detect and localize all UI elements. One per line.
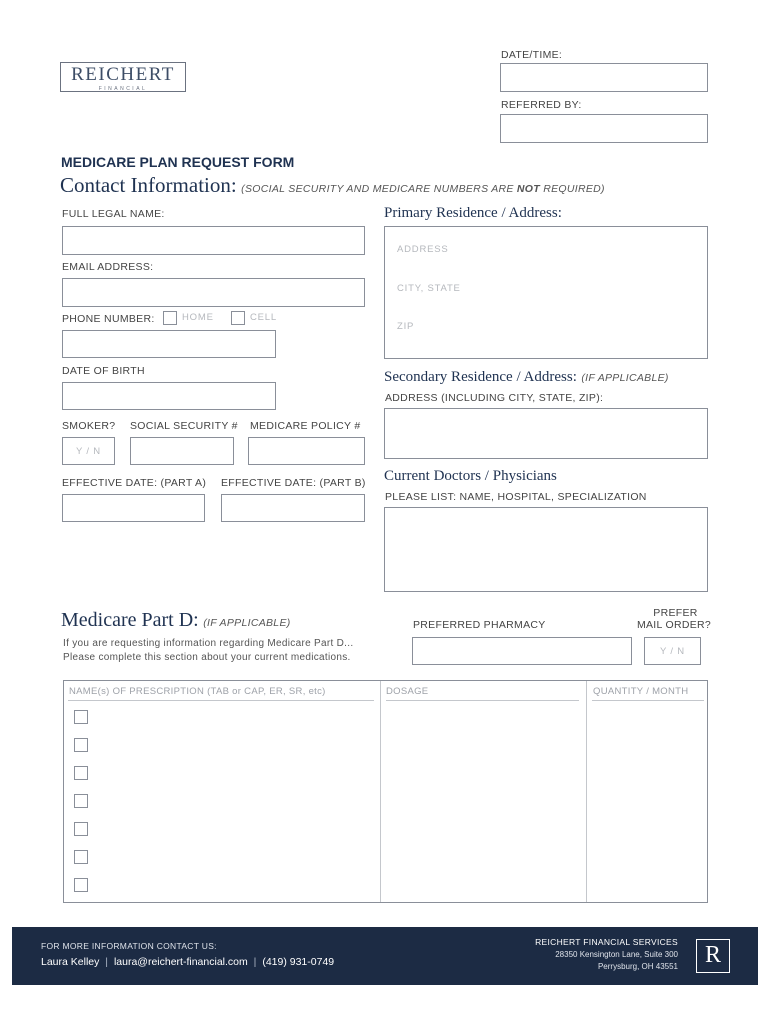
footer-contact-label: FOR MORE INFORMATION CONTACT US: bbox=[41, 941, 217, 951]
preferred-pharmacy-label: PREFERRED PHARMACY bbox=[413, 619, 546, 631]
full-name-label: FULL LEGAL NAME: bbox=[62, 208, 165, 220]
prescription-checkbox-4[interactable] bbox=[74, 794, 88, 808]
company-logo bbox=[60, 62, 186, 92]
prescription-checkbox-6[interactable] bbox=[74, 850, 88, 864]
prescription-checkbox-2[interactable] bbox=[74, 738, 88, 752]
cell-checkbox[interactable] bbox=[231, 311, 245, 325]
prescription-checkbox-3[interactable] bbox=[74, 766, 88, 780]
footer-monogram bbox=[696, 939, 730, 973]
footer-company: REICHERT FINANCIAL SERVICES bbox=[535, 937, 678, 947]
prescription-checkbox-1[interactable] bbox=[74, 710, 88, 724]
doctors-heading: Current Doctors / Physicians bbox=[384, 468, 557, 484]
footer-address-2: Perrysburg, OH 43551 bbox=[597, 962, 678, 971]
dob-label: DATE OF BIRTH bbox=[62, 365, 145, 377]
footer-separator: | bbox=[105, 956, 109, 968]
col-header-prescription: NAME(s) OF PRESCRIPTION (TAB or CAP, ER, SR, etc) bbox=[69, 686, 326, 697]
email-field[interactable] bbox=[62, 278, 365, 307]
col-header-dosage: DOSAGE bbox=[386, 686, 429, 697]
referred-by-field[interactable] bbox=[500, 114, 708, 143]
col-header-quantity: QUANTITY / MONTH bbox=[593, 686, 689, 697]
email-label: EMAIL ADDRESS: bbox=[62, 261, 154, 273]
medicare-policy-field[interactable] bbox=[248, 437, 365, 465]
form-title: MEDICARE PLAN REQUEST FORM bbox=[61, 154, 295, 170]
phone-field[interactable] bbox=[62, 330, 276, 358]
prescription-checkbox-5[interactable] bbox=[74, 822, 88, 836]
phone-label: PHONE NUMBER: bbox=[62, 313, 155, 325]
mail-order-label-1: PREFER bbox=[653, 607, 698, 619]
smoker-label: SMOKER? bbox=[62, 420, 116, 432]
header-underline-2 bbox=[386, 700, 579, 701]
cell-label: CELL bbox=[250, 312, 277, 323]
city-state-placeholder: CITY, STATE bbox=[397, 283, 461, 294]
header-underline-3 bbox=[592, 700, 704, 701]
full-name-field[interactable] bbox=[62, 226, 365, 255]
footer-separator: | bbox=[253, 956, 257, 968]
prescription-checkbox-7[interactable] bbox=[74, 878, 88, 892]
referred-by-label: REFERRED BY: bbox=[501, 99, 582, 111]
secondary-address-field[interactable] bbox=[384, 408, 708, 459]
secondary-address-sublabel: ADDRESS (INCLUDING CITY, STATE, ZIP): bbox=[385, 392, 604, 404]
part-d-heading-row bbox=[61, 609, 291, 632]
effective-date-b-label: EFFECTIVE DATE: (PART B) bbox=[221, 477, 366, 489]
date-time-label: DATE/TIME: bbox=[501, 49, 563, 61]
header-underline-1 bbox=[68, 700, 374, 701]
ssn-label: SOCIAL SECURITY # bbox=[130, 420, 238, 432]
contact-heading: Contact Information: bbox=[60, 173, 237, 197]
footer-bar bbox=[12, 927, 758, 985]
part-d-note: (IF APPLICABLE) bbox=[203, 617, 291, 629]
mail-order-placeholder: Y / N bbox=[660, 646, 685, 657]
zip-placeholder: ZIP bbox=[397, 321, 415, 332]
footer-phone: (419) 931-0749 bbox=[262, 956, 335, 968]
primary-address-box[interactable] bbox=[384, 226, 708, 359]
preferred-pharmacy-field[interactable] bbox=[412, 637, 632, 665]
smoker-field[interactable] bbox=[62, 437, 115, 465]
footer-contact-name: Laura Kelley bbox=[41, 956, 100, 968]
secondary-address-heading: Secondary Residence / Address: bbox=[384, 369, 577, 385]
footer-address-1: 28350 Kensington Lane, Suite 300 bbox=[555, 950, 678, 959]
doctors-sublabel: PLEASE LIST: NAME, HOSPITAL, SPECIALIZATION bbox=[385, 491, 647, 503]
date-time-field[interactable] bbox=[500, 63, 708, 92]
mail-order-field[interactable] bbox=[644, 637, 701, 665]
home-label: HOME bbox=[182, 312, 214, 323]
contact-note: (SOCIAL SECURITY AND MEDICARE NUMBERS ARE NOT REQUIRED) bbox=[241, 183, 605, 195]
footer-email-link[interactable]: laura@reichert-financial.com bbox=[113, 956, 248, 968]
effective-date-b-field[interactable] bbox=[221, 494, 365, 522]
smoker-placeholder: Y / N bbox=[76, 446, 101, 457]
primary-address-heading: Primary Residence / Address: bbox=[384, 205, 562, 221]
ssn-field[interactable] bbox=[130, 437, 234, 465]
dob-field[interactable] bbox=[62, 382, 276, 410]
part-d-description-2: Please complete this section about your current medications. bbox=[63, 652, 351, 663]
effective-date-a-label: EFFECTIVE DATE: (PART A) bbox=[62, 477, 207, 489]
mail-order-label-2: MAIL ORDER? bbox=[636, 619, 712, 631]
footer-monogram-letter: R bbox=[704, 942, 721, 968]
logo-wordmark: REICHERT bbox=[71, 64, 175, 85]
home-checkbox[interactable] bbox=[163, 311, 177, 325]
prescription-table bbox=[63, 680, 708, 903]
part-d-heading: Medicare Part D: bbox=[61, 609, 199, 631]
column-divider-1 bbox=[380, 681, 381, 902]
secondary-address-note: (IF APPLICABLE) bbox=[581, 372, 669, 384]
footer-contact-line bbox=[41, 956, 334, 968]
effective-date-a-field[interactable] bbox=[62, 494, 205, 522]
column-divider-2 bbox=[586, 681, 587, 902]
secondary-address-heading-row bbox=[384, 368, 669, 386]
doctors-field[interactable] bbox=[384, 507, 708, 592]
contact-heading-row bbox=[60, 173, 605, 198]
medicare-policy-label: MEDICARE POLICY # bbox=[250, 420, 361, 432]
logo-subtitle: FINANCIAL bbox=[98, 86, 148, 92]
address-placeholder: ADDRESS bbox=[397, 244, 449, 255]
part-d-description-1: If you are requesting information regarding Medicare Part D... bbox=[63, 638, 354, 649]
